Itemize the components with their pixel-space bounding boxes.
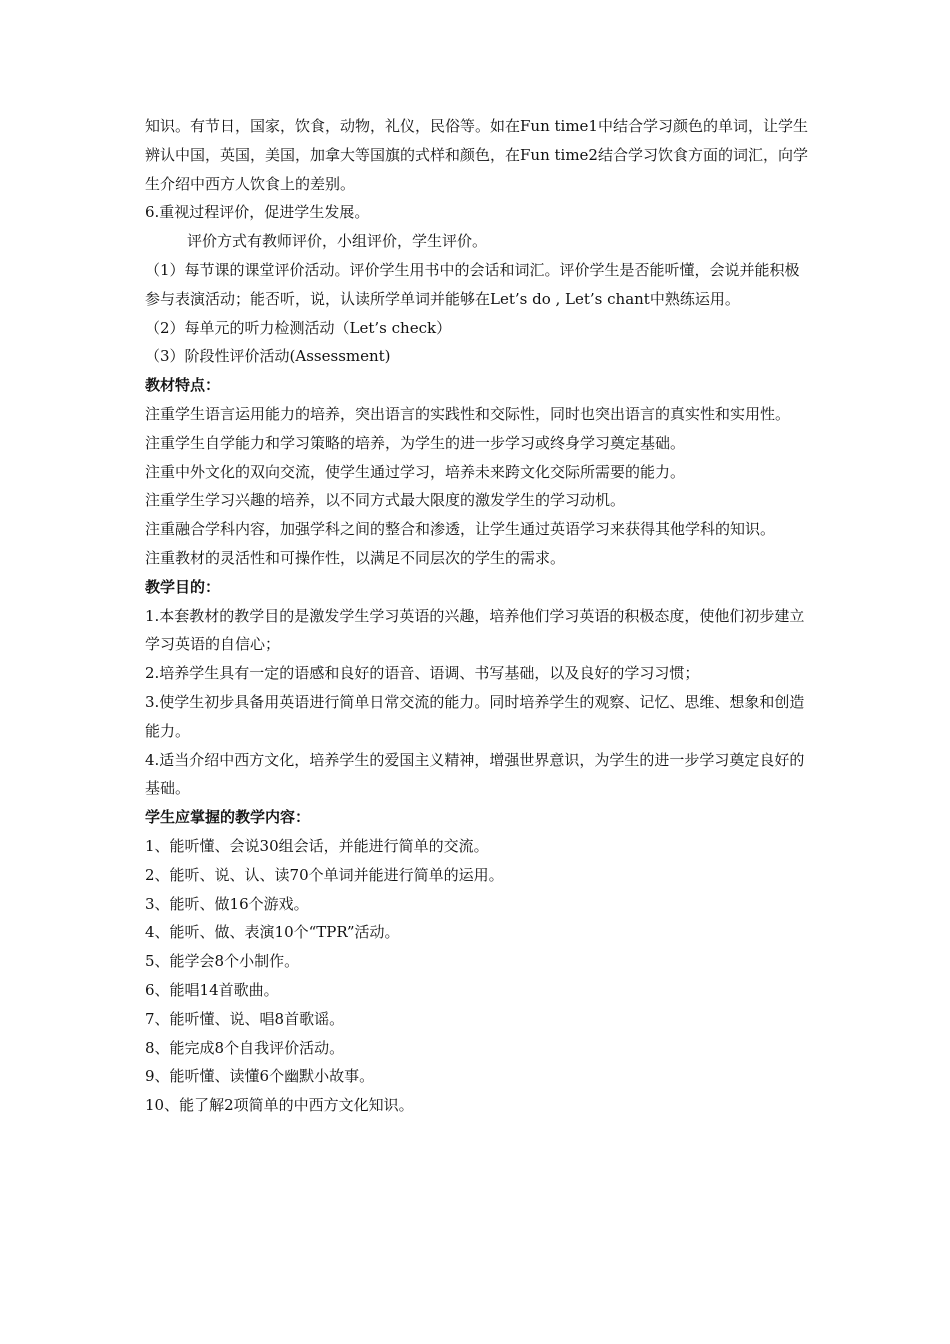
list-item: 5、能学会8个小制作。 (145, 952, 300, 971)
list-item: 9、能听懂、读懂6个幽默小故事。 (145, 1067, 375, 1086)
list-item: 4、能听、做、表演10个“TPR”活动。 (145, 923, 400, 942)
paragraph: 注重教材的灵活性和可操作性，以满足不同层次的学生的需求。 (145, 548, 566, 567)
list-item: 6、能唱14首歌曲。 (145, 980, 279, 999)
paragraph: 评价方式有教师评价，小组评价，学生评价。 (187, 232, 488, 251)
paragraph: 3.使学生初步具备用英语进行简单日常交流的能力。同时培养学生的观察、记忆、思维、想象和创造能力。 (145, 692, 805, 740)
list-item: 8、能完成8个自我评价活动。 (145, 1038, 345, 1057)
section-heading-textbook-features: 教材特点： (145, 376, 221, 395)
section-heading-teaching-content: 学生应掌握的教学内容： (145, 808, 311, 827)
paragraph: 2.培养学生具有一定的语感和良好的语音、语调、书写基础，以及良好的学习习惯； (145, 664, 700, 683)
paragraph: 注重学生自学能力和学习策略的培养，为学生的进一步学习或终身学习奠定基础。 (145, 433, 686, 452)
paragraph: 注重中外文化的双向交流，使学生通过学习，培养未来跨文化交际所需要的能力。 (145, 462, 686, 481)
paragraph: 6.重视过程评价，促进学生发展。 (145, 203, 370, 222)
paragraph: 注重学生学习兴趣的培养，以不同方式最大限度的激发学生的学习动机。 (145, 491, 626, 510)
paragraph: 4.适当介绍中西方文化，培养学生的爱国主义精神，增强世界意识，为学生的进一步学习奠定良好的基础。 (145, 750, 805, 798)
paragraph: 知识。有节日，国家，饮食，动物，礼仪，民俗等。如在Fun time1中结合学习颜色的单词，让学生辨认中国，英国，美国，加拿大等国旗的式样和颜色，在Fun time2结合学习饮食方面的词汇，向学生介绍中西方人饮食上的差别。 (145, 117, 808, 193)
paragraph: 注重学生语言运用能力的培养，突出语言的实践性和交际性，同时也突出语言的真实性和实用性。 (145, 404, 791, 423)
document-page (145, 112, 810, 1120)
list-item: 2、能听、说、认、读70个单词并能进行简单的运用。 (145, 865, 504, 884)
paragraph: （2）每单元的听力检测活动（Let’s check） (145, 318, 452, 337)
paragraph: （3）阶段性评价活动(Assessment) (145, 347, 391, 366)
list-item: 10、能了解2项简单的中西方文化知识。 (145, 1096, 414, 1115)
paragraph: （1）每节课的课堂评价活动。评价学生用书中的会话和词汇。评价学生是否能听懂，会说并能积极参与表演活动；能否听，说，认读所学单词并能够在Let’s do , Let’s chant中熟练运用。 (145, 260, 800, 308)
paragraph: 1.本套教材的教学目的是激发学生学习英语的兴趣，培养他们学习英语的积极态度，使他们初步建立学习英语的自信心； (145, 606, 805, 654)
paragraph: 注重融合学科内容，加强学科之间的整合和渗透，让学生通过英语学习来获得其他学科的知识。 (145, 520, 776, 539)
list-item: 7、能听懂、说、唱8首歌谣。 (145, 1009, 345, 1028)
section-heading-teaching-goals: 教学目的： (145, 577, 221, 596)
list-item: 3、能听、做16个游戏。 (145, 894, 309, 913)
list-item: 1、能听懂、会说30组会话，并能进行简单的交流。 (145, 836, 489, 855)
